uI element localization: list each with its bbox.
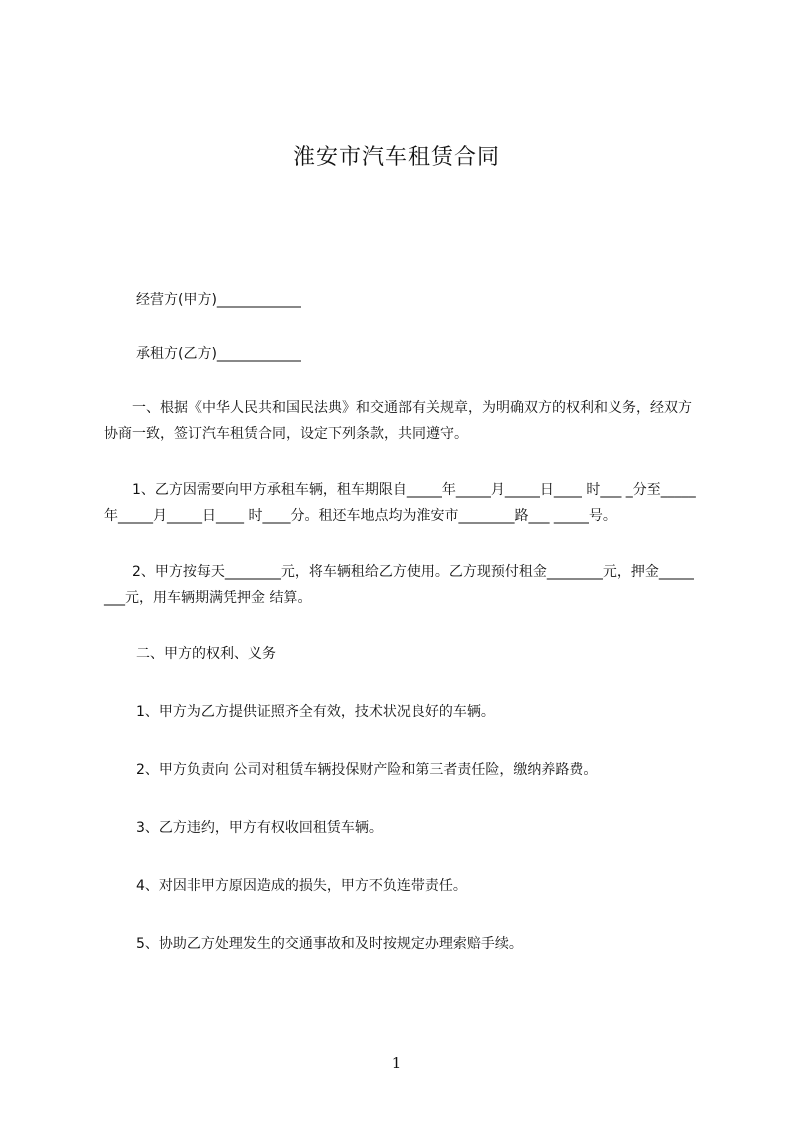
party-b-line: 承租方(乙方)____________ — [136, 346, 301, 362]
spacer — [104, 783, 698, 815]
clause-2: 2、甲方按每天________元，将车辆租给乙方使用。乙方现预付租金________元，押金________元，用车辆期满凭押金 结算。 — [104, 564, 694, 606]
duty-item-1: 1、甲方为乙方提供证照齐全有效，技术状况良好的车辆。 — [136, 704, 495, 720]
spacer — [104, 529, 698, 559]
spacer — [104, 611, 698, 641]
page-number: 1 — [391, 1054, 402, 1072]
spacer — [104, 667, 698, 699]
spacer — [104, 725, 698, 757]
duty-item-5: 5、协助乙方处理发生的交通事故和及时按规定办理索赔手续。 — [136, 936, 523, 952]
document-title: 淮安市汽车租赁合同 — [292, 145, 500, 170]
spacer — [104, 841, 698, 873]
spacer — [104, 313, 698, 341]
section-1-intro: 一、根据《中华人民共和国民法典》和交通部有关规章，为明确双方的权利和义务，经双方协商一致，签订汽车租赁合同，设定下列条款，共同遵守。 — [104, 400, 692, 442]
duty-item-3: 3、乙方违约，甲方有权收回租赁车辆。 — [136, 820, 383, 836]
section-2-heading: 二、甲方的权利、义务 — [136, 646, 276, 662]
clause-1: 1、乙方因需要向甲方承租车辆，租车期限自_____年_____月_____日____ 时___ _分至_____年_____月_____日____ 时____分。租还车地点均为淮安市________路___ _____号。 — [104, 482, 696, 524]
spacer — [104, 367, 698, 395]
duty-item-4: 4、对因非甲方原因造成的损失，甲方不负连带责任。 — [136, 878, 467, 894]
document-body — [104, 287, 698, 957]
duty-item-2: 2、甲方负责向 公司对租赁车辆投保财产险和第三者责任险，缴纳养路费。 — [136, 762, 598, 778]
spacer — [104, 899, 698, 931]
party-a-line: 经营方(甲方)____________ — [136, 292, 301, 308]
spacer — [104, 447, 698, 477]
